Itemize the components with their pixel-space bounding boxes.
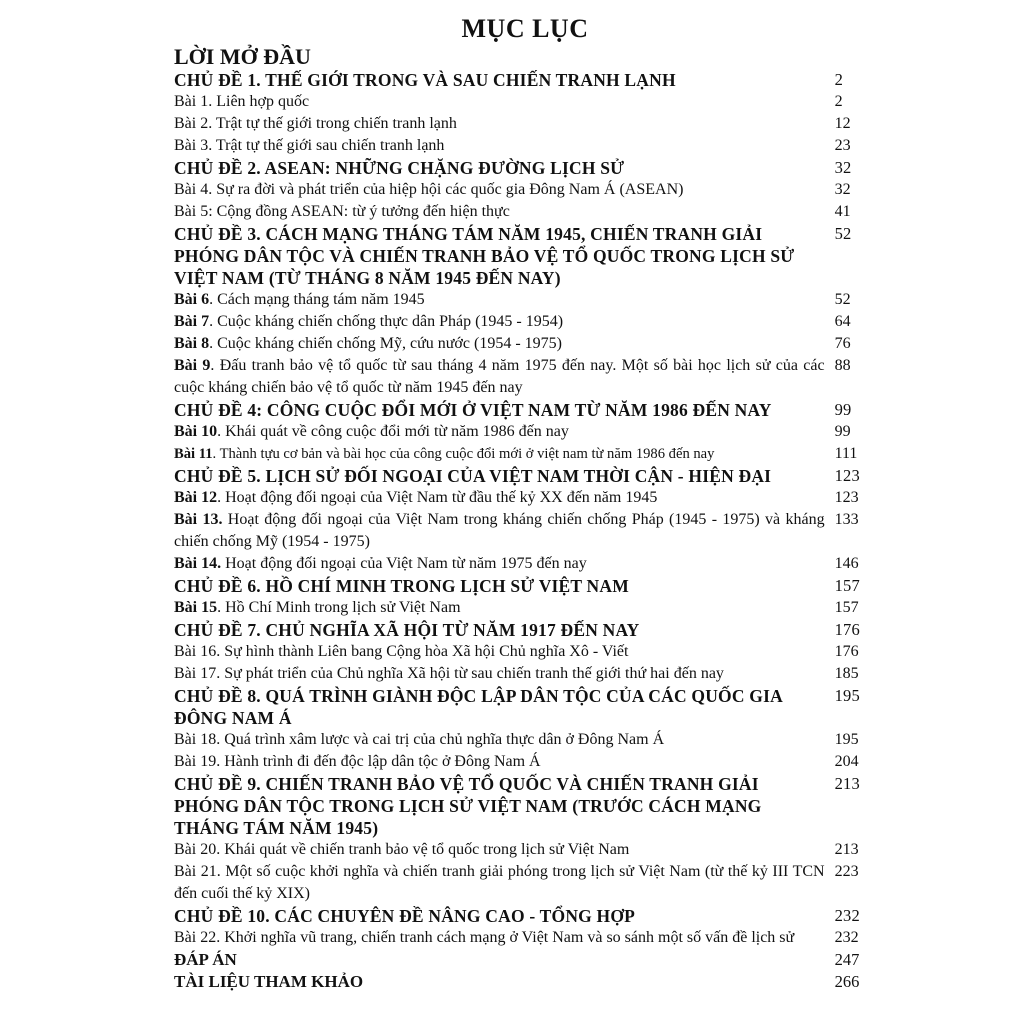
toc-topic-row <box>174 465 874 487</box>
toc-page-number: 52 <box>834 224 852 243</box>
intro-heading: LỜI MỞ ĐẦU <box>174 44 311 69</box>
toc-entry-title <box>174 553 825 575</box>
toc-page-number: 99 <box>834 423 851 440</box>
toc-lesson-text: . Thành tựu cơ bản và bài học của công cuộc đổi mới ở việt nam từ năm 1986 đến nay <box>212 446 715 462</box>
toc-lesson-row <box>174 509 874 553</box>
toc-lesson-number: Bài 7 <box>174 313 210 330</box>
toc-page-number: 176 <box>834 643 859 660</box>
toc-entry-title: CHỦ ĐỀ 10. CÁC CHUYÊN ĐỀ NÂNG CAO - TỔNG HỢP <box>174 906 636 926</box>
toc-page-number: 88 <box>834 357 851 374</box>
toc-lesson-row <box>174 179 874 201</box>
toc-lesson-row <box>174 663 874 685</box>
page-title: MỤC LỤC <box>461 14 589 43</box>
toc-lesson-row <box>174 861 874 905</box>
toc-lesson-text: . Hồ Chí Minh trong lịch sử Việt Nam <box>217 599 461 616</box>
toc-lesson-row <box>174 487 874 509</box>
toc-page-number: 157 <box>834 576 860 595</box>
toc-lesson-row <box>174 91 874 113</box>
toc-entry-title: Bài 3. Trật tự thế giới sau chiến tranh lạnh <box>174 137 445 154</box>
toc-entry-title: Bài 4. Sự ra đời và phát triển của hiệp hội các quốc gia Đông Nam Á (ASEAN) <box>174 181 684 198</box>
toc-entry-title <box>174 597 825 619</box>
toc-entry-title: Bài 2. Trật tự thế giới trong chiến tranh lạnh <box>174 115 457 132</box>
toc-page-number: 32 <box>834 158 852 177</box>
toc-entry-title: CHỦ ĐỀ 2. ASEAN: NHỮNG CHẶNG ĐƯỜNG LỊCH SỬ <box>174 158 625 178</box>
toc-topic-row <box>174 685 874 729</box>
toc-section-row <box>174 949 874 971</box>
toc-page-number: 195 <box>834 686 860 705</box>
toc-lesson-row <box>174 355 874 399</box>
toc-page-number: 213 <box>834 774 860 793</box>
toc-lesson-number: Bài 15 <box>174 599 218 616</box>
toc-lesson-row <box>174 113 874 135</box>
toc-entry-title: CHỦ ĐỀ 1. THẾ GIỚI TRONG VÀ SAU CHIẾN TRANH LẠNH <box>174 70 676 90</box>
toc-entry-title: Bài 22. Khởi nghĩa vũ trang, chiến tranh cách mạng ở Việt Nam và so sánh một số vấn đề lịch sử <box>174 929 795 946</box>
toc-entry-title: CHỦ ĐỀ 7. CHỦ NGHĨA XÃ HỘI TỪ NĂM 1917 ĐẾN NAY <box>174 620 640 640</box>
toc-page-number: 204 <box>834 753 859 770</box>
toc-entry-title: CHỦ ĐỀ 6. HỒ CHÍ MINH TRONG LỊCH SỬ VIỆT NAM <box>174 576 629 596</box>
toc-entry-title: Bài 19. Hành trình đi đến độc lập dân tộc ở Đông Nam Á <box>174 753 541 770</box>
toc-lesson-number: Bài 14. <box>174 555 222 572</box>
toc-lesson-row <box>174 729 874 751</box>
toc-topic-row <box>174 773 874 839</box>
toc-page-number: 176 <box>834 620 860 639</box>
toc-page-number: 32 <box>834 181 851 198</box>
toc-list <box>174 69 874 993</box>
toc-page-number: 111 <box>834 445 858 462</box>
toc-entry-title: Bài 1. Liên hợp quốc <box>174 93 310 110</box>
toc-lesson-number: Bài 6 <box>174 291 210 308</box>
toc-lesson-row <box>174 333 874 355</box>
toc-lesson-row <box>174 839 874 861</box>
toc-page-number: 2 <box>834 70 844 89</box>
toc-lesson-row <box>174 641 874 663</box>
toc-lesson-text: . Hoạt động đối ngoại của Việt Nam từ đầu thế kỷ XX đến năm 1945 <box>217 489 658 506</box>
toc-section-row <box>174 971 874 993</box>
toc-lesson-number: Bài 12 <box>174 489 218 506</box>
toc-lesson-row <box>174 201 874 223</box>
toc-entry-title: Bài 20. Khái quát về chiến tranh bảo vệ tổ quốc trong lịch sử Việt Nam <box>174 841 630 858</box>
toc-entry-title: ĐÁP ÁN <box>174 950 237 969</box>
toc-page-number: 23 <box>834 137 851 154</box>
toc-page-number: 266 <box>834 972 860 991</box>
toc-lesson-row <box>174 289 874 311</box>
toc-topic-row <box>174 399 874 421</box>
toc-page-number: 223 <box>834 863 859 880</box>
toc-topic-row <box>174 905 874 927</box>
toc-lesson-row <box>174 135 874 157</box>
toc-lesson-text: . Đấu tranh bảo vệ tổ quốc từ sau tháng 4 năm 1975 đến nay. Một số bài học lịch sử của các cuộc kháng chiến bảo vệ tổ quốc từ năm 1945 đến nay <box>174 357 825 396</box>
toc-topic-row <box>174 619 874 641</box>
toc-lesson-row <box>174 553 874 575</box>
toc-page-number: 247 <box>834 950 860 969</box>
toc-lesson-text: . Khái quát về công cuộc đổi mới từ năm 1986 đến nay <box>217 423 569 440</box>
toc-page-number: 52 <box>834 291 851 308</box>
toc-page-number: 12 <box>834 115 851 132</box>
toc-page-number: 133 <box>834 511 859 528</box>
toc-page-number: 76 <box>834 335 851 352</box>
toc-lesson-number: Bài 11 <box>174 446 213 462</box>
toc-topic-row <box>174 69 874 91</box>
toc-page-number: 99 <box>834 400 852 419</box>
toc-lesson-number: Bài 13. <box>174 511 223 528</box>
toc-lesson-row <box>174 421 874 443</box>
toc-entry-title: Bài 5: Cộng đồng ASEAN: từ ý tưởng đến hiện thực <box>174 203 510 220</box>
toc-topic-row <box>174 575 874 597</box>
toc-page-number: 2 <box>834 93 843 110</box>
toc-page-number: 232 <box>834 929 859 946</box>
toc-lesson-number: Bài 10 <box>174 423 218 440</box>
toc-lesson-text: . Cuộc kháng chiến chống Mỹ, cứu nước (1954 - 1975) <box>209 335 562 352</box>
toc-entry-title: CHỦ ĐỀ 4: CÔNG CUỘC ĐỔI MỚI Ở VIỆT NAM TỪ NĂM 1986 ĐẾN NAY <box>174 400 772 420</box>
toc-entry-title <box>174 311 825 333</box>
toc-page-number: 232 <box>834 906 860 925</box>
toc-page-number: 185 <box>834 665 859 682</box>
toc-entry-title: Bài 21. Một số cuộc khởi nghĩa và chiến tranh giải phóng trong lịch sử Việt Nam (từ thế kỷ III TCN đến cuối thế kỷ XIX) <box>174 863 825 902</box>
toc-entry-title: CHỦ ĐỀ 8. QUÁ TRÌNH GIÀNH ĐỘC LẬP DÂN TỘC CỦA CÁC QUỐC GIA ĐÔNG NAM Á <box>174 686 782 728</box>
toc-lesson-row <box>174 443 874 465</box>
toc-topic-row <box>174 157 874 179</box>
toc-entry-title: CHỦ ĐỀ 5. LỊCH SỬ ĐỐI NGOẠI CỦA VIỆT NAM THỜI CẬN - HIỆN ĐẠI <box>174 466 772 486</box>
toc-entry-title <box>174 333 825 355</box>
toc-topic-row <box>174 223 874 289</box>
toc-lesson-row <box>174 751 874 773</box>
toc-page-number: 123 <box>834 466 860 485</box>
toc-entry-title: CHỦ ĐỀ 9. CHIẾN TRANH BẢO VỆ TỔ QUỐC VÀ CHIẾN TRANH GIẢI PHÓNG DÂN TỘC TRONG LỊCH SỬ VIỆT NAM (TRƯỚC CÁCH MẠNG THÁNG TÁM NĂM 1945) <box>174 774 762 838</box>
toc-lesson-text: . Cuộc kháng chiến chống thực dân Pháp (1945 - 1954) <box>209 313 564 330</box>
toc-lesson-text: . Cách mạng tháng tám năm 1945 <box>209 291 425 308</box>
toc-page-number: 64 <box>834 313 851 330</box>
toc-lesson-text: Hoạt động đối ngoại của Việt Nam từ năm 1975 đến nay <box>221 555 587 572</box>
toc-entry-title <box>174 355 825 399</box>
toc-entry-title: Bài 16. Sự hình thành Liên bang Cộng hòa Xã hội Chủ nghĩa Xô - Viết <box>174 643 629 660</box>
toc-entry-title: CHỦ ĐỀ 3. CÁCH MẠNG THÁNG TÁM NĂM 1945, CHIẾN TRANH GIẢI PHÓNG DÂN TỘC VÀ CHIẾN TRANH BẢO VỆ TỔ QUỐC TRONG LỊCH SỬ VIỆT NAM (TỪ THÁNG 8 NĂM 1945 ĐẾN NAY) <box>174 224 795 288</box>
toc-entry-title <box>174 421 825 443</box>
toc-page-number: 146 <box>834 555 859 572</box>
toc-entry-title: Bài 17. Sự phát triển của Chủ nghĩa Xã hội từ sau chiến tranh thế giới thứ hai đến nay <box>174 665 724 682</box>
toc-lesson-text: Hoạt động đối ngoại của Việt Nam trong kháng chiến chống Pháp (1945 - 1975) và kháng chiến chống Mỹ (1954 - 1975) <box>174 511 825 550</box>
toc-entry-title <box>174 289 825 311</box>
toc-lesson-number: Bài 8 <box>174 335 210 352</box>
toc-lesson-row <box>174 927 874 949</box>
toc-page-number: 123 <box>834 489 859 506</box>
toc-lesson-row <box>174 597 874 619</box>
toc-page-number: 195 <box>834 731 859 748</box>
toc-page-number: 41 <box>834 203 851 220</box>
toc-entry-title: TÀI LIỆU THAM KHẢO <box>174 972 364 991</box>
toc-entry-title: Bài 18. Quá trình xâm lược và cai trị của chủ nghĩa thực dân ở Đông Nam Á <box>174 731 665 748</box>
toc-entry-title <box>174 509 825 553</box>
toc-page-number: 213 <box>834 841 859 858</box>
toc-entry-title <box>174 443 825 465</box>
toc-lesson-number: Bài 9 <box>174 357 211 374</box>
toc-lesson-row <box>174 311 874 333</box>
toc-entry-title <box>174 487 825 509</box>
toc-page-number: 157 <box>834 599 859 616</box>
